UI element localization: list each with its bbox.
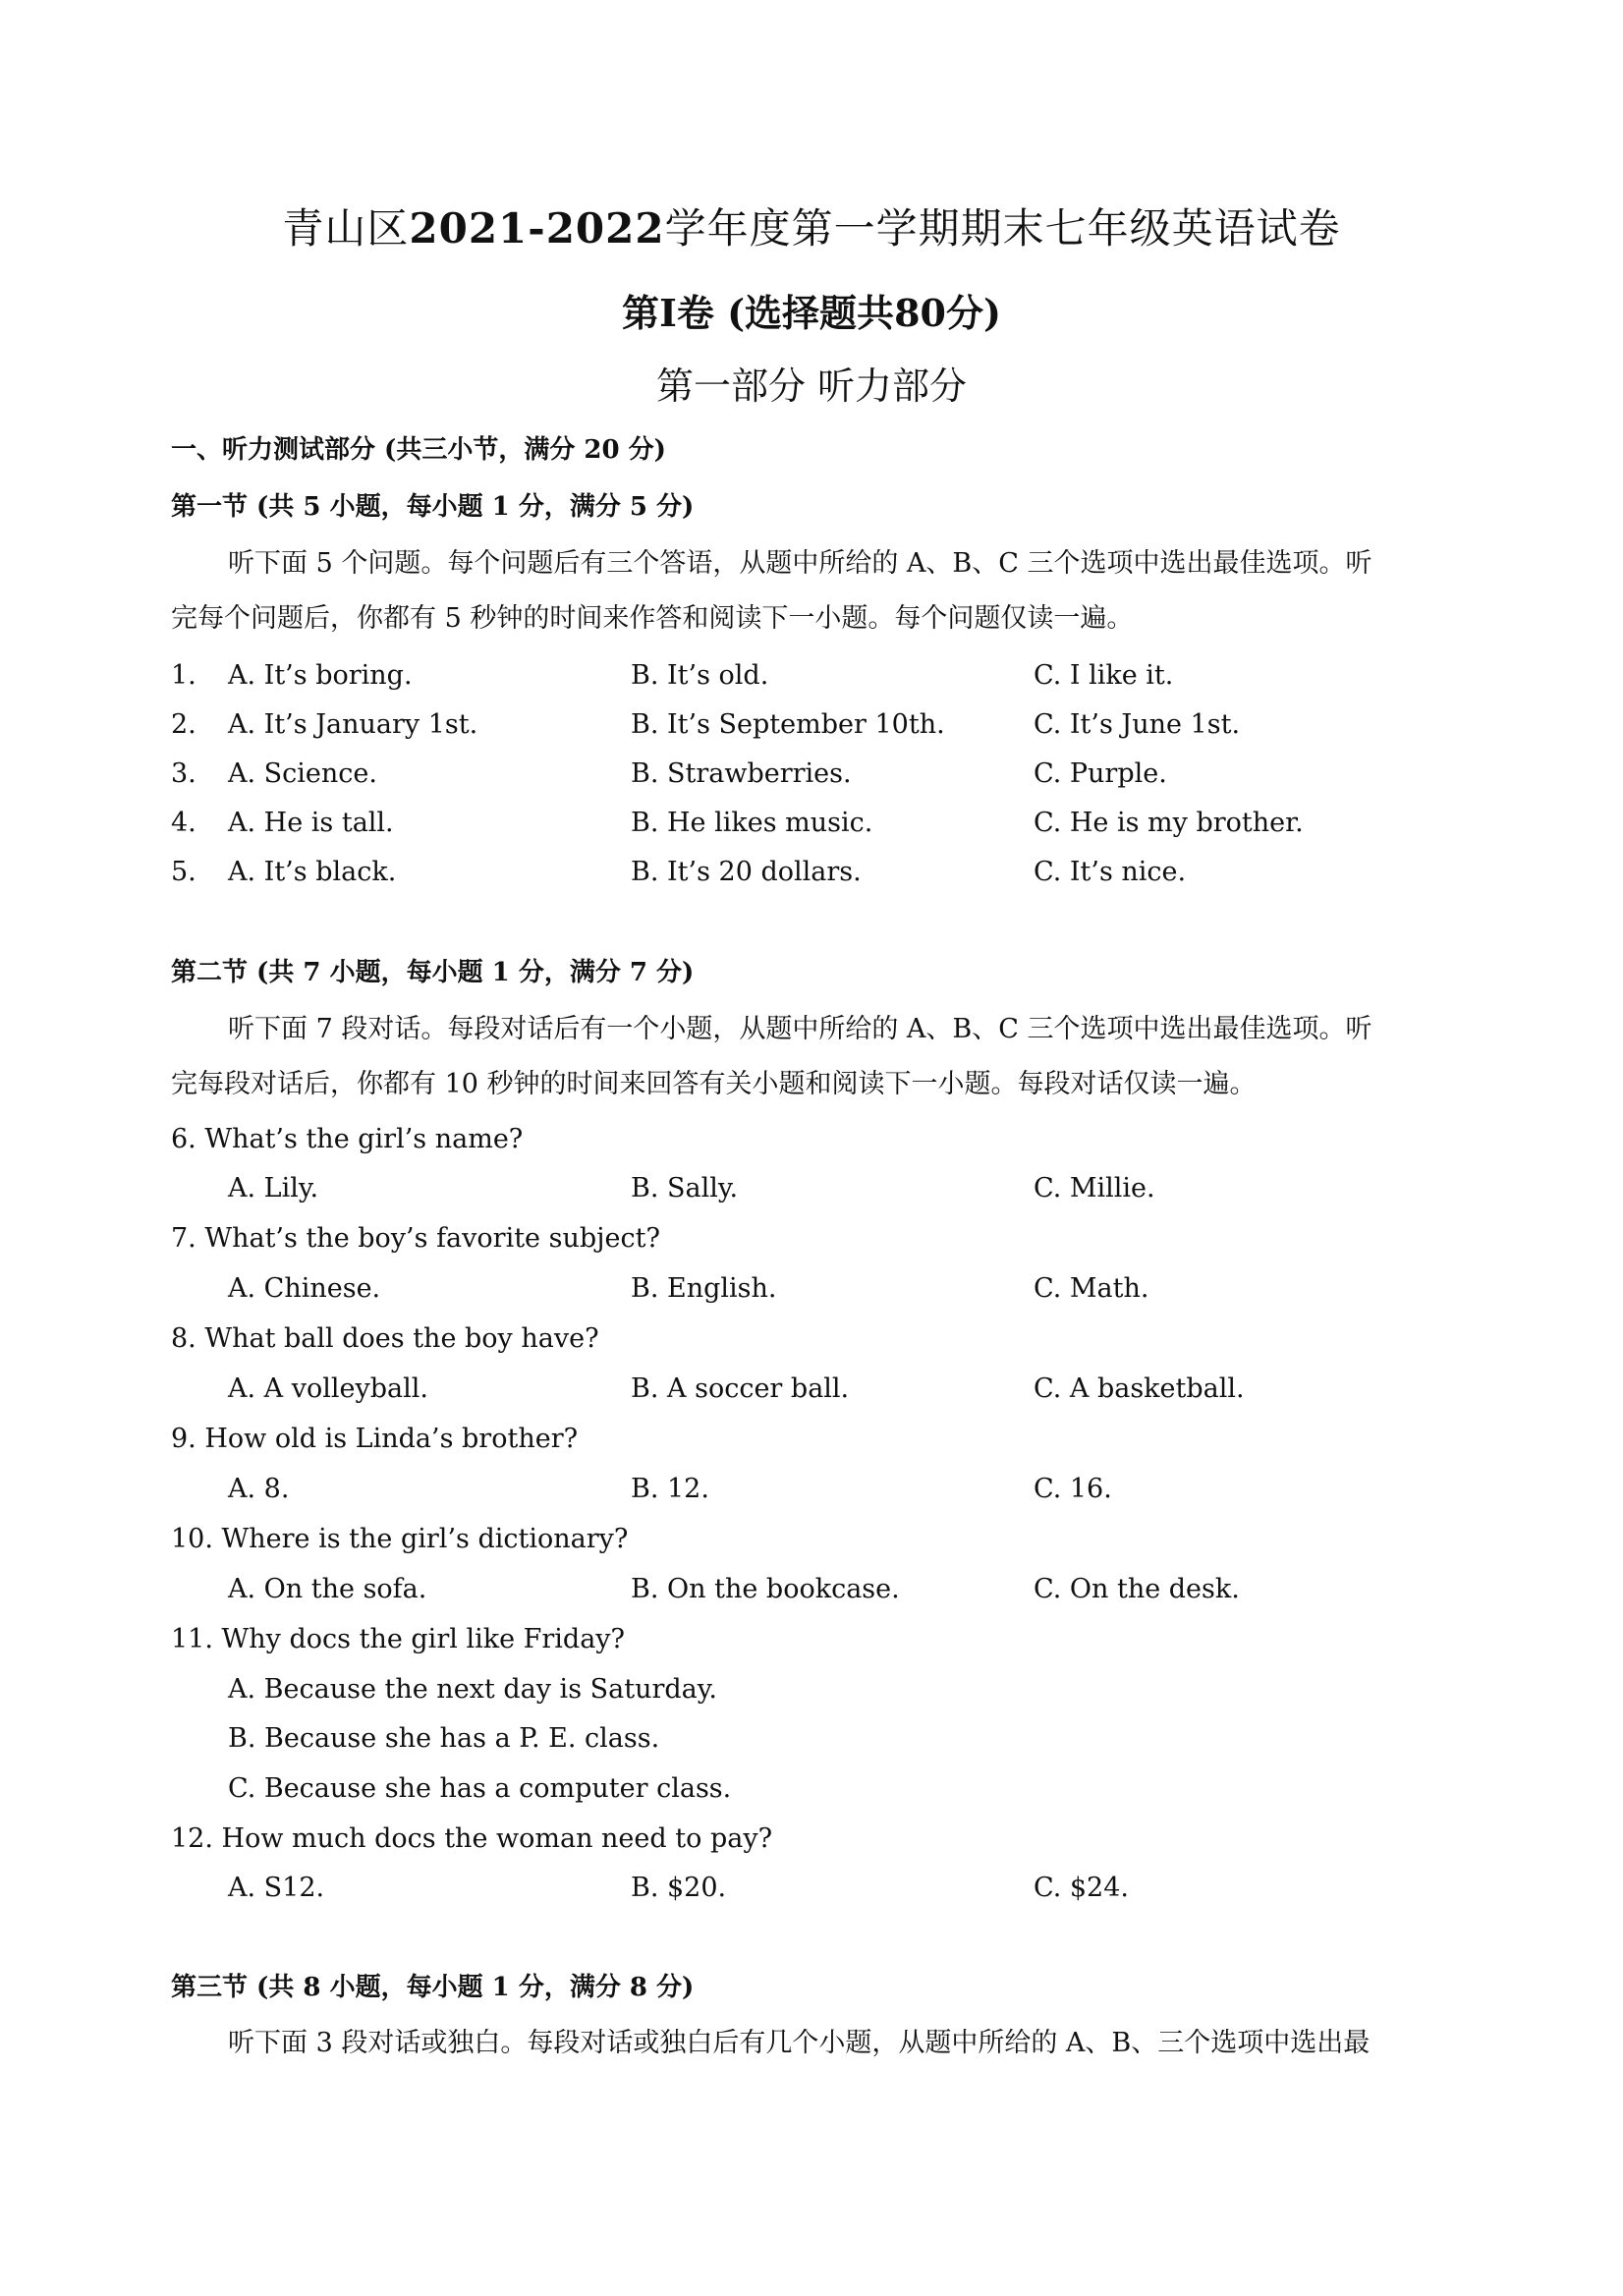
option-b: B. Because she has a P. E. class.: [228, 1723, 660, 1754]
question-7: 7. What’s the boy’s favorite subject?: [171, 1223, 660, 1254]
option-c: C. It’s nice.: [1034, 857, 1187, 887]
option-c: C. A basketball.: [1034, 1373, 1245, 1404]
list-item: [171, 658, 1487, 694]
section1-instruction-line2: 完每个问题后，你都有 5 秒钟的时间来作答和阅读下一小题。每个问题仅读一遍。: [171, 603, 1134, 634]
s3-h-b: 小题，每小题: [329, 1973, 483, 2002]
option-b: B. Strawberries.: [631, 758, 852, 789]
option-c: C. Purple.: [1034, 758, 1167, 789]
option-a: A. It’s black.: [228, 857, 397, 887]
options-row: [171, 1372, 1487, 1407]
list-item: [171, 756, 1487, 792]
section3-heading: [171, 1970, 694, 2005]
s1-h-d: 分): [656, 492, 695, 522]
volume-score: 80: [894, 291, 946, 335]
volume-suffix: 卷 (选择题共: [676, 291, 895, 335]
volume-title: [0, 283, 1623, 337]
question-9: 9. How old is Linda’s brother?: [171, 1424, 579, 1454]
section2-instruction-line2: 完每段对话后，你都有 10 秒钟的时间来回答有关小题和阅读下一小题。每段对话仅读一遍。: [171, 1069, 1257, 1099]
s2-h-b: 小题，每小题: [329, 958, 483, 987]
options-row: [171, 1271, 1487, 1307]
section-main-label: 一、听力测试部分 (共三小节，满分: [171, 435, 576, 465]
option-c: C. $24.: [1034, 1873, 1129, 1903]
question-6: 6. What’s the girl’s name?: [171, 1124, 524, 1154]
option-c: C. It’s June 1st.: [1034, 709, 1241, 740]
option-c: C. I like it.: [1034, 660, 1174, 691]
s1-count: 5: [303, 492, 321, 522]
option-a: A. A volleyball.: [228, 1373, 428, 1404]
s3-total: 8: [629, 1973, 647, 2002]
option-a: A. S12.: [228, 1873, 325, 1903]
options-row: [171, 1871, 1487, 1906]
section2-heading: [171, 955, 694, 990]
title-suffix: 学年度第一学期期末七年级英语试卷: [664, 204, 1341, 252]
option-b: B. He likes music.: [631, 808, 873, 838]
s1-total: 5: [629, 492, 647, 522]
s2-h-d: 分): [656, 958, 695, 987]
title-year: 2021-2022: [409, 204, 665, 252]
question-8: 8. What ball does the boy have?: [171, 1323, 599, 1354]
option-a: A. 8.: [228, 1474, 290, 1504]
option-b: B. It’s 20 dollars.: [631, 857, 862, 887]
volume-roman: I: [659, 291, 677, 335]
volume-end: 分): [945, 291, 1001, 335]
option-b: B. $20.: [631, 1873, 727, 1903]
item-number: 1.: [171, 660, 196, 691]
s3-per: 1: [491, 1973, 510, 2002]
option-c: C. 16.: [1034, 1474, 1112, 1504]
s3-count: 8: [303, 1973, 321, 2002]
s3-h-a: 第三节 (共: [171, 1973, 295, 2002]
option-c: C. Millie.: [1034, 1173, 1155, 1204]
list-item: [171, 855, 1487, 890]
option-c: C. On the desk.: [1034, 1574, 1240, 1604]
item-number: 5.: [171, 857, 196, 887]
item-number: 2.: [171, 709, 196, 740]
question-10: 10. Where is the girl’s dictionary?: [171, 1524, 629, 1554]
question-11: 11. Why docs the girl like Friday?: [171, 1624, 626, 1654]
s1-per: 1: [491, 492, 510, 522]
question-12: 12. How much docs the woman need to pay?: [171, 1823, 773, 1854]
option-a: A. He is tall.: [228, 808, 394, 838]
option-b: B. On the bookcase.: [631, 1574, 900, 1604]
option-a: A. Chinese.: [228, 1273, 381, 1304]
option-c: C. He is my brother.: [1034, 808, 1304, 838]
option-a: A. Science.: [228, 758, 377, 789]
option-c: C. Math.: [1034, 1273, 1149, 1304]
option-b: B. It’s old.: [631, 660, 769, 691]
section1-heading: [171, 489, 694, 525]
title-district: 青山区: [282, 204, 410, 252]
s3-h-c: 分，满分: [518, 1973, 621, 2002]
list-item: [171, 707, 1487, 743]
item-number: 3.: [171, 758, 196, 789]
option-a: A. Lily.: [228, 1173, 319, 1204]
s2-total: 7: [629, 958, 647, 987]
options-row: [171, 1472, 1487, 1507]
option-a: A. Because the next day is Saturday.: [228, 1674, 717, 1705]
option-b: B. It’s September 10th.: [631, 709, 945, 740]
s3-h-d: 分): [656, 1973, 695, 2002]
option-b: B. A soccer ball.: [631, 1373, 850, 1404]
item-number: 4.: [171, 808, 196, 838]
s2-count: 7: [303, 958, 321, 987]
s1-h-b: 小题，每小题: [329, 492, 483, 522]
option-c: C. Because she has a computer class.: [228, 1773, 732, 1804]
option-a: A. It’s boring.: [228, 660, 413, 691]
options-row: [171, 1171, 1487, 1206]
section2-instruction-line1: 听下面 7 段对话。每段对话后有一个小题，从题中所给的 A、B、C 三个选项中选出最佳选项。听: [228, 1014, 1372, 1044]
list-item: [171, 806, 1487, 841]
options-row: [171, 1572, 1487, 1607]
section-main-score: 20: [584, 435, 620, 465]
option-a: A. On the sofa.: [228, 1574, 427, 1604]
s1-h-a: 第一节 (共: [171, 492, 295, 522]
option-b: B. 12.: [631, 1474, 709, 1504]
volume-prefix: 第: [622, 291, 660, 335]
exam-title: [0, 196, 1623, 255]
s2-h-a: 第二节 (共: [171, 958, 295, 987]
s1-h-c: 分，满分: [518, 492, 621, 522]
section-main-heading: [171, 432, 666, 468]
option-b: B. Sally.: [631, 1173, 739, 1204]
section1-instruction-line1: 听下面 5 个问题。每个问题后有三个答语，从题中所给的 A、B、C 三个选项中选出最佳选项。听: [228, 548, 1372, 579]
section-main-end: 分): [628, 435, 666, 465]
s2-per: 1: [491, 958, 510, 987]
option-a: A. It’s January 1st.: [228, 709, 478, 740]
option-b: B. English.: [631, 1273, 777, 1304]
s2-h-c: 分，满分: [518, 958, 621, 987]
part-title: 第一部分 听力部分: [655, 364, 968, 408]
section3-instruction-line1: 听下面 3 段对话或独白。每段对话或独白后有几个小题，从题中所给的 A、B、三个选项中选出最: [228, 2028, 1371, 2058]
